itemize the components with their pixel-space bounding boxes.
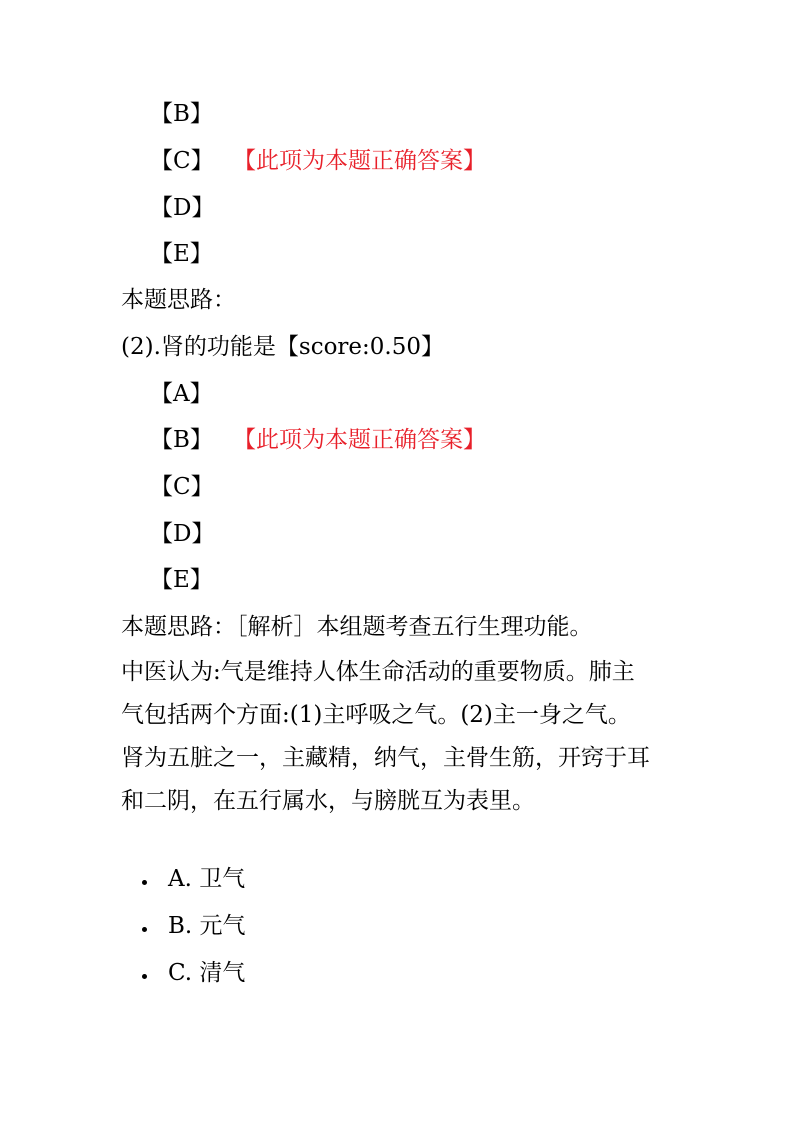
q2-option-a: 【A】 [150, 381, 213, 407]
q2-analysis-body [121, 651, 681, 823]
q1-option-c: 【C】 [150, 148, 214, 174]
analysis-line: 气包括两个方面:(1)主呼吸之气。(2)主一身之气。 [121, 702, 631, 728]
list-item [142, 910, 246, 957]
list-item [142, 957, 246, 1004]
option-text: C. 清气 [168, 960, 246, 986]
q1-analysis: 本题思路： [121, 287, 236, 313]
q2-option-b: 【B】 [150, 427, 213, 453]
analysis-line: 中医认为:气是维持人体生命活动的重要物质。肺主 [121, 659, 635, 685]
option-text: B. 元气 [168, 913, 246, 939]
list-item [142, 863, 246, 910]
q1-correct-answer-mark: 【此项为本题正确答案】 [233, 148, 486, 174]
q2-question: (2).肾的功能是【score:0.50】 [121, 334, 444, 360]
q2-option-d: 【D】 [150, 521, 215, 547]
analysis-line: 和二阴，在五行属水，与膀胱互为表里。 [121, 788, 535, 814]
q1-option-e: 【E】 [150, 241, 213, 267]
option-text: A. 卫气 [168, 866, 246, 892]
q2-correct-answer-mark: 【此项为本题正确答案】 [233, 427, 486, 453]
q1-option-d: 【D】 [150, 195, 215, 221]
q1-option-b: 【B】 [150, 101, 213, 127]
next-options-list [142, 863, 246, 1004]
bullet-icon [142, 927, 147, 932]
bullet-icon [142, 974, 147, 979]
bullet-icon [142, 880, 147, 885]
analysis-line: 肾为五脏之一，主藏精，纳气，主骨生筋，开窍于耳 [121, 745, 650, 771]
q2-option-e: 【E】 [150, 567, 213, 593]
q2-analysis-heading: 本题思路：［解析］本组题考查五行生理功能。 [121, 614, 593, 640]
q2-option-c: 【C】 [150, 474, 214, 500]
